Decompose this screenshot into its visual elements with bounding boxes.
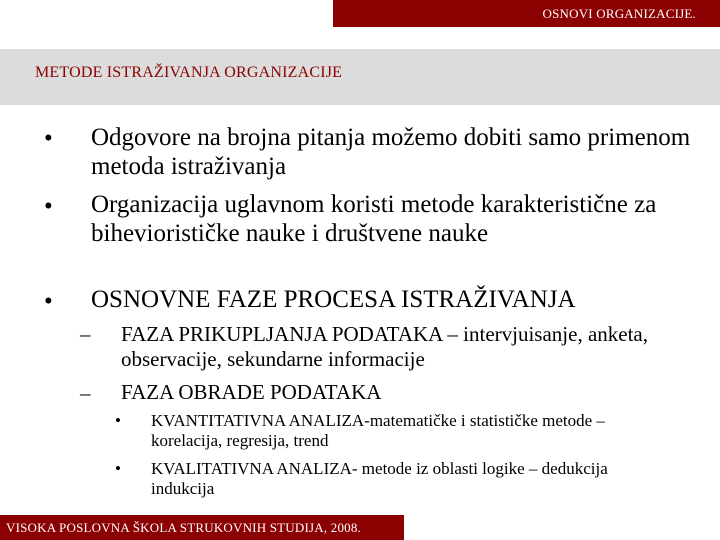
sub-sub-text-1: KVANTITATIVNA ANALIZA-matematičke i statističke metode – korelacija, regresija, trend [151,411,605,450]
sub-sub-text-2: KVALITATIVNA ANALIZA- metode iz oblasti logike – dedukcija indukcija [151,459,608,498]
header-label: OSNOVI ORGANIZACIJE. [542,5,696,21]
bullet-marker: • [115,411,121,430]
bullet-text-1: Odgovore na brojna pitanja možemo dobiti samo primenom metoda istraživanja [91,124,691,180]
footer-bar [0,515,404,540]
slide-title: METODE ISTRAŽIVANJA ORGANIZACIJE [35,64,343,81]
dash-marker: – [80,381,91,405]
bullet-marker: • [44,193,53,220]
sub-text-1: FAZA PRIKUPLJANJA PODATAKA – intervjuisanje, anketa, observacije, sekundarne informacije [121,322,648,371]
bullet-text-3: OSNOVNE FAZE PROCESA ISTRAŽIVANJA [91,286,576,313]
bullet-marker: • [115,459,121,478]
footer-label: VISOKA POSLOVNA ŠKOLA STRUKOVNIH STUDIJA, 2008. [6,519,362,535]
sub-text-2: FAZA OBRADE PODATAKA [121,380,382,404]
dash-marker: – [80,322,91,346]
bullet-text-2: Organizacija uglavnom koristi metode karakteristične za biheviorističke nauke i društvene nauke [91,191,657,247]
bullet-marker: • [44,288,53,315]
bullet-marker: • [44,125,53,152]
